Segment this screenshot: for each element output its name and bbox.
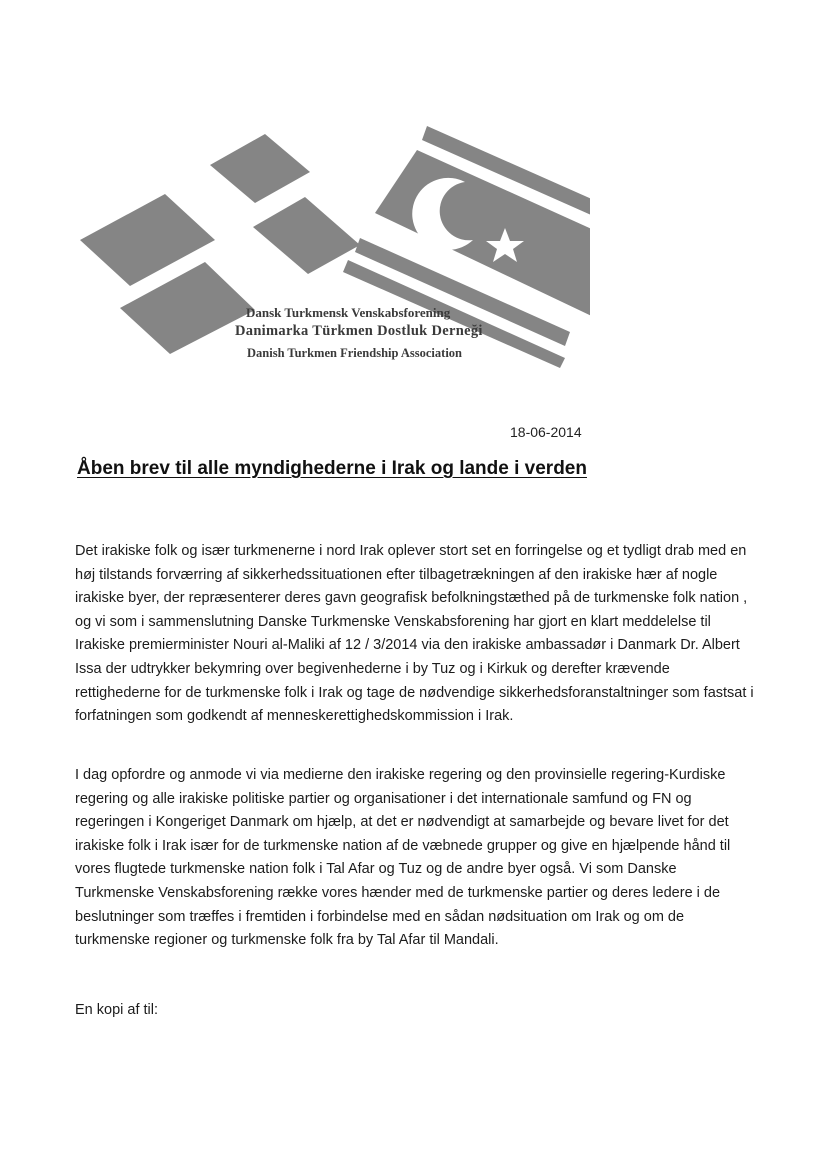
copy-to-label: En kopi af til: xyxy=(75,1002,159,1018)
body-paragraph-2: I dag opfordre og anmode vi via medierne den irakiske regering og den provinsielle regering-Kurdiske regering og alle irakiske politiske partier og organisationer i det internationale samfund og FN og regeringen i Kongeriget Danmark om hjælp, at det er nødvendigt at samarbejde og bevare livet for det irakiske folk i Irak især for de turkmenske nation af de væbnede grupper og give en hjælpende hånd til vores flugtede turkmenske nation folk i Tal Afar og Tuz og de andre byer også. Vi som Danske Turkmenske Venskabsforening række vores hænder med de turkmenske partier og deres ledere i de beslutninger som træffes i fremtiden i forbindelse med en sådan nødsituation om Irak og om de turkmenske regioner og turkmenske folk fra by Tal Afar til Mandali. xyxy=(75,767,731,949)
association-name-danish: Dansk Turkmensk Venskabsforening xyxy=(246,305,451,320)
letter-title: Åben brev til alle myndighederne i Irak og lande i verden xyxy=(77,458,587,479)
letter-date: 18-06-2014 xyxy=(510,424,582,440)
danish-flag-icon xyxy=(80,134,360,354)
body-paragraph-1: Det irakiske folk og især turkmenerne i nord Irak oplever stort set en forringelse og et tydligt drab med en høj tilstands forværring af sikkerhedssituationen efter tilbagetrækningen af den irakiske hær af nogle irakiske byer, der repræsenterer deres gavn geografisk befolkningstæthed på de turkmenske folk nation , og vi som i sammenslutning Danske Turkmenske Venskabsforening har gjort en klart meddelelse til Irakiske premierminister Nouri al-Maliki af 12 / 3/2014 via den irakiske ambassadør i Danmark Dr. Albert Issa der udtrykker bekymring over begivenhederne i by Tuz og i Kirkuk og derefter krævende rettighederne for de turkmenske folk i Irak og tage de nødvendige sikkerhedsforanstaltninger som fastsat i forfatningen som godkendt af menneskerettighedskommission i Irak. xyxy=(75,543,754,725)
association-name-english: Danish Turkmen Friendship Association xyxy=(247,346,462,360)
association-name-turkish: Danimarka Türkmen Dostluk Derneği xyxy=(235,323,483,339)
